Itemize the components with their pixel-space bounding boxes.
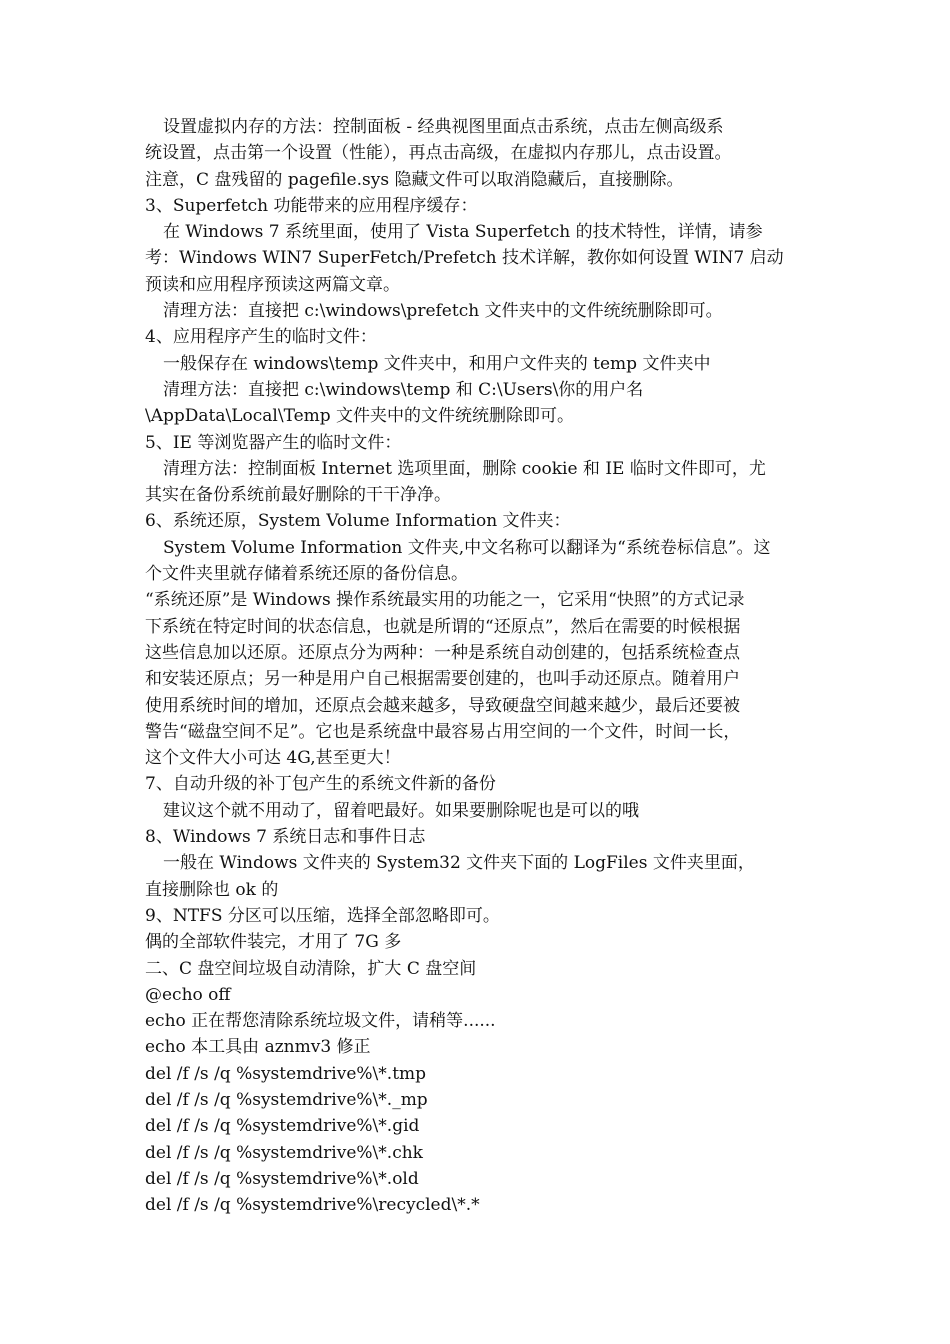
text-line: 个文件夹里就存储着系统还原的备份信息。 xyxy=(145,564,468,585)
text-line: 7、自动升级的补丁包产生的系统文件新的备份 xyxy=(145,774,496,795)
text-line: 和安装还原点；另一种是用户自己根据需要创建的，也叫手动还原点。随着用户 xyxy=(145,669,740,690)
text-line: 统设置，点击第一个设置（性能），再点击高级，在虚拟内存那儿，点击设置。 xyxy=(145,143,732,164)
text-line: 这个文件大小可达 4G,甚至更大！ xyxy=(145,748,401,769)
text-line: 这些信息加以还原。还原点分为两种：一种是系统自动创建的，包括系统检查点 xyxy=(145,642,740,663)
text-line: del /f /s /q %systemdrive%\*._mp xyxy=(145,1089,428,1110)
text-line: 下系统在特定时间的状态信息，也就是所谓的“还原点”，然后在需要的时候根据 xyxy=(145,616,741,637)
text-line: del /f /s /q %systemdrive%\recycled\*.* xyxy=(145,1195,480,1216)
text-line: 直接删除也 ok 的 xyxy=(145,879,279,900)
text-line: 考：Windows WIN7 SuperFetch/Prefetch 技术详解，教你如何设置 WIN7 启动 xyxy=(145,248,784,269)
text-line: 9、NTFS 分区可以压缩，选择全部忽略即可。 xyxy=(145,905,500,926)
text-line: 3、Superfetch 功能带来的应用程序缓存： xyxy=(145,195,478,216)
text-line: @echo off xyxy=(145,984,231,1005)
text-line: 预读和应用程序预读这两篇文章。 xyxy=(145,274,400,295)
text-line: echo 正在帮您清除系统垃圾文件，请稍等...... xyxy=(145,1011,496,1032)
text-line: 清理方法：直接把 c:\windows\prefetch 文件夹中的文件统统删除即可。 xyxy=(163,301,723,322)
text-line: del /f /s /q %systemdrive%\*.chk xyxy=(145,1142,423,1163)
text-line: echo 本工具由 aznmv3 修正 xyxy=(145,1037,371,1058)
text-line: 其实在备份系统前最好删除的干干净净。 xyxy=(145,485,451,506)
text-line: 8、Windows 7 系统日志和事件日志 xyxy=(145,827,426,848)
text-line: 建议这个就不用动了，留着吧最好。如果要删除呢也是可以的哦 xyxy=(163,800,639,821)
text-line: 使用系统时间的增加，还原点会越来越多，导致硬盘空间越来越少，最后还要被 xyxy=(145,695,740,716)
text-line: 5、IE 等浏览器产生的临时文件： xyxy=(145,432,402,453)
text-line: 6、系统还原，System Volume Information 文件夹： xyxy=(145,511,571,532)
text-line: 4、应用程序产生的临时文件： xyxy=(145,327,377,348)
text-line: 清理方法：直接把 c:\windows\temp 和 C:\Users\你的用户名 xyxy=(163,379,644,400)
text-line: System Volume Information 文件夹,中文名称可以翻译为“系统卷标信息”。这 xyxy=(163,537,771,558)
document-body xyxy=(145,114,810,1218)
text-line: del /f /s /q %systemdrive%\*.gid xyxy=(145,1116,420,1137)
text-line: 一般保存在 windows\temp 文件夹中，和用户文件夹的 temp 文件夹中 xyxy=(163,353,711,374)
text-line: 警告“磁盘空间不足”。它也是系统盘中最容易占用空间的一个文件，时间一长， xyxy=(145,721,741,742)
text-line: 偶的全部软件装完，才用了 7G 多 xyxy=(145,932,402,953)
text-line: 一般在 Windows 文件夹的 System32 文件夹下面的 LogFiles 文件夹里面， xyxy=(163,853,755,874)
text-line: “系统还原”是 Windows 操作系统最实用的功能之一，它采用“快照”的方式记录 xyxy=(145,590,745,611)
text-line: 设置虚拟内存的方法：控制面板 - 经典视图里面点击系统，点击左侧高级系 xyxy=(163,117,724,137)
text-line: 二、C 盘空间垃圾自动清除，扩大 C 盘空间 xyxy=(145,958,477,979)
text-line: 在 Windows 7 系统里面，使用了 Vista Superfetch 的技术特性，详情，请参 xyxy=(163,222,763,243)
text-line: del /f /s /q %systemdrive%\*.tmp xyxy=(145,1063,427,1084)
text-line: 注意，C 盘残留的 pagefile.sys 隐藏文件可以取消隐藏后，直接删除。 xyxy=(145,169,684,190)
text-line: del /f /s /q %systemdrive%\*.old xyxy=(145,1168,419,1189)
text-line: \AppData\Local\Temp 文件夹中的文件统统删除即可。 xyxy=(145,406,575,427)
text-line: 清理方法：控制面板 Internet 选项里面，删除 cookie 和 IE 临时文件即可，尤 xyxy=(163,458,766,479)
